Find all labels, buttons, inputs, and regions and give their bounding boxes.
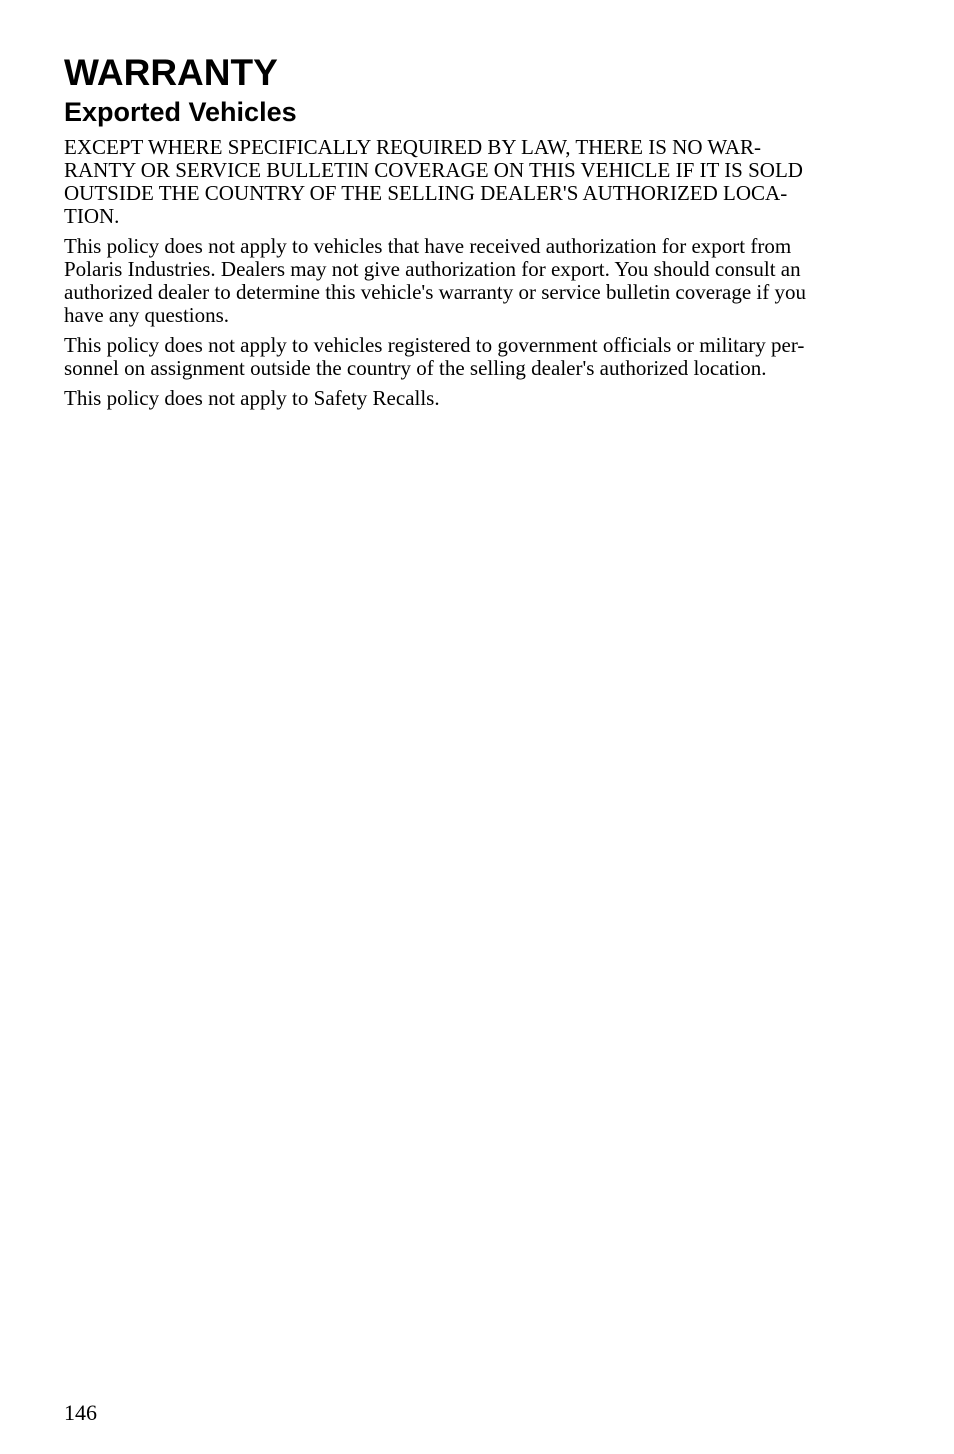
page-content	[64, 52, 864, 417]
page-number: 146	[64, 1400, 97, 1425]
paragraph-export-notice: EXCEPT WHERE SPECIFICALLY REQUIRED BY LAW, THERE IS NO WAR- RANTY OR SERVICE BULLETIN COVERAGE ON THIS VEHICLE IF IT IS SOLD OUTSIDE THE COUNTRY OF THE SELLING DEALER'S AUTHORIZED LOCA- TION.	[64, 135, 803, 228]
paragraph-safety-recalls: This policy does not apply to Safety Recalls.	[64, 386, 440, 410]
subsection-title: Exported Vehicles	[64, 97, 297, 127]
paragraph-authorization-policy: This policy does not apply to vehicles that have received authorization for export from Polaris Industries. Dealers may not give authorization for export. You should consult an authorized dealer to determine this vehicle's warranty or service bulletin coverage if you have any questions.	[64, 234, 806, 327]
section-title: WARRANTY	[64, 52, 278, 93]
paragraph-government-policy: This policy does not apply to vehicles registered to government officials or military per- sonnel on assignment outside the country of the selling dealer's authorized location.	[64, 333, 805, 380]
